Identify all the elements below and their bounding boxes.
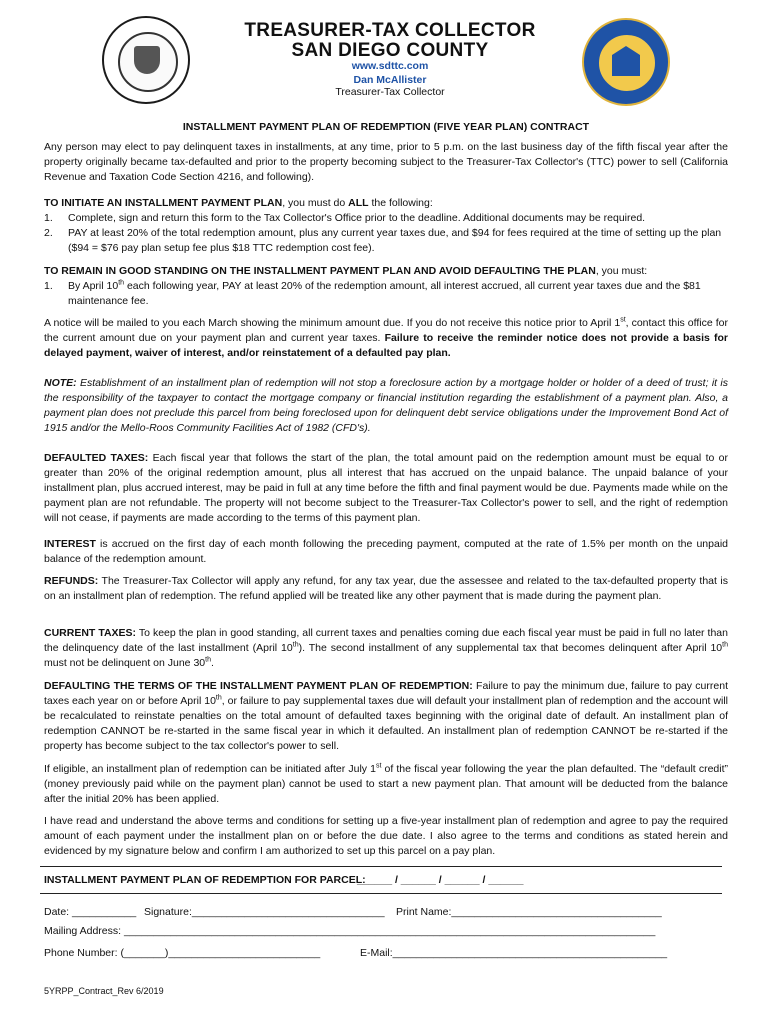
header-title-line1: TREASURER-TAX COLLECTOR (244, 20, 536, 41)
header-title-line2: SAN DIEGO COUNTY (291, 40, 489, 61)
remain-item-1 (44, 279, 728, 309)
treasurer-seal-logo (582, 18, 670, 106)
defaulted-taxes-paragraph (44, 451, 728, 526)
header-official-title: Treasurer-Tax Collector (335, 86, 445, 98)
list-number: 1. (44, 212, 53, 224)
interest-paragraph (44, 537, 728, 567)
initiate-lead-end: the following: (368, 197, 433, 209)
agreement-paragraph: I have read and understand the above terms and conditions for setting up a five-year installment plan of redemption and agree to pay the required amount of each payment under the installment plan on or before the due date. I also agree to the terms and conditions as stated herein and evidenced by my signature below and confirm I am authorized to set up this parcel on a pay plan. (44, 815, 728, 857)
current-text1: To keep the plan in good standing, all current taxes and penalties coming due each fiscal year must be paid in full no later than the delinquency date of the last installment (April 10 (44, 627, 728, 654)
current-sup1: th (292, 641, 299, 649)
initiate-lead-all: ALL (348, 197, 369, 209)
parcel-number-field[interactable]: ______ / ______ / ______ / ______ (357, 874, 524, 886)
notice-paragraph (44, 316, 728, 361)
initiate-lead-bold: TO INITIATE AN INSTALLMENT PAYMENT PLAN (44, 197, 283, 209)
current-sup3: th (205, 656, 211, 664)
contract-heading: INSTALLMENT PAYMENT PLAN OF REDEMPTION (FIVE YEAR PLAN) CONTRACT (182, 121, 590, 133)
parcel-label: INSTALLMENT PAYMENT PLAN OF REDEMPTION FOR PARCEL: (44, 874, 366, 886)
remain-lead (44, 264, 728, 279)
defaulting-text1: Failure to pay the minimum due, failure to pay current taxes each year on or before April 10 (44, 680, 728, 707)
email-field[interactable]: E-Mail:_______________________________________________ (360, 947, 668, 959)
date-field[interactable]: Date: ___________ (44, 906, 137, 918)
remain-lead-end: , you must: (595, 265, 648, 277)
intro-paragraph: Any person may elect to pay delinquent taxes in installments, at any time, prior to 5 p.m. on the last business day of the fifth fiscal year after the property originally became tax-defaulted and prior to the property becoming subject to the Treasurer-Tax Collector's (TTC) power to sell (California Revenue and Taxation Code Section 4216, and following). (44, 141, 728, 183)
print-name-field[interactable]: Print Name:____________________________________ (396, 906, 662, 918)
notice-pre: A notice will be mailed to you each March showing the minimum amount due. If you do not receive this notice prior to April 1 (44, 317, 621, 329)
header-official-name: Dan McAllister (353, 74, 427, 86)
remain-item-sup: th (118, 279, 125, 287)
remain-lead-bold: TO REMAIN IN GOOD STANDING ON THE INSTALLMENT PAYMENT PLAN AND AVOID DEFAULTING THE PLAN (44, 265, 596, 277)
initiate-item-1 (44, 211, 728, 226)
eligible-paragraph (44, 762, 728, 807)
list-text: Complete, sign and return this form to the Tax Collector's Office prior to the deadline. Additional documents may be required. (68, 212, 646, 224)
current-taxes-paragraph (44, 626, 728, 671)
mailing-address-field[interactable]: Mailing Address: ___________________________________________________________________________________________ (44, 925, 656, 937)
list-text: PAY at least 20% of the total redemption amount, plus any current year taxes due, and $94 for fees required at the time of setting up the plan ($94 = $76 pay plan setup fee plus $18 TTC redemption cost fee). (68, 227, 722, 254)
phone-number-field[interactable]: Phone Number: (_______)__________________________ (44, 947, 321, 959)
refunds-text: The Treasurer-Tax Collector will apply any refund, for any tax year, due the assessee and related to the tax-defaulted property that is on an installment plan of redemption. The refund applied will be treated like any other payment that is made during the payment plan. (44, 575, 728, 602)
notice-sup: st (620, 316, 626, 324)
signature-field[interactable]: Signature:_________________________________ (144, 906, 385, 918)
note-label: NOTE: (44, 377, 77, 389)
initiate-item-2 (44, 226, 728, 256)
defaulting-terms-paragraph (44, 679, 728, 754)
form-revision-code: 5YRPP_Contract_Rev 6/2019 (44, 986, 164, 996)
eligible-text2: of the fiscal year following the year the plan defaulted. The “default credit” (money previously paid while on the payment plan) cannot be used to start a new payment plan. That amount will be deducted from the balance after the initial 20% has been applied. (44, 763, 728, 805)
defaulting-sup1: th (215, 694, 222, 702)
remain-item-pre: By April 10 (68, 280, 119, 292)
note-text: Establishment of an installment plan of redemption will not stop a foreclosure action by a mortgage holder or holder of a deed of trust; it is the responsibility of the taxpayer to contact the mortgage company or financial institution regarding the establishment of a payment plan. Also, a payment plan does not preclude this parcel from being foreclosed upon for delinquent debt service obligations under the Improvement Bond Act of 1915 and/or the Mello-Roos Community Facilities Act of 1982 (CFD's). (44, 377, 728, 434)
interest-text: is accrued on the first day of each month following the preceding payment, computed at the rate of 1.5% per month on the unpaid balance of the redemption amount. (44, 538, 728, 565)
notice-bold: Failure to receive the reminder notice does not provide a basis for delayed payment, waiver of interest, and/or reinstatement of a defaulted pay plan. (44, 332, 728, 359)
list-number: 1. (44, 280, 53, 292)
current-text4: . (210, 657, 214, 669)
remain-item-post: each following year, PAY at least 20% of the redemption amount, all interest accrued, all current year taxes due and the $81 maintenance fee. (68, 280, 701, 307)
list-number: 2. (44, 227, 53, 239)
defaulted-label: DEFAULTED TAXES: (44, 452, 149, 464)
interest-label: INTEREST (44, 538, 96, 550)
divider-bottom (40, 893, 722, 894)
eligible-text1: If eligible, an installment plan of redemption can be initiated after July 1 (44, 763, 376, 775)
divider-top (40, 866, 722, 867)
defaulting-label: DEFAULTING THE TERMS OF THE INSTALLMENT PAYMENT PLAN OF REDEMPTION: (44, 680, 473, 692)
defaulting-text2: , or failure to pay supplemental taxes due will default your installment plan of redemption and the account will be recalculated to reinstate penalties on the total amount of defaulted taxes beginning with the original date of default. An installment plan of redemption CANNOT be re-started in the same fiscal year in which it defaulted. An installment plan of redemption CANNOT be re-started if the property has become subject to the tax collector's power to sell. (44, 695, 729, 752)
refunds-label: REFUNDS: (44, 575, 99, 587)
current-sup2: th (722, 641, 728, 649)
county-seal-logo (102, 16, 190, 104)
refunds-paragraph (44, 574, 728, 604)
initiate-lead-mid: , you must do (282, 197, 349, 209)
eligible-sup1: st (375, 762, 382, 770)
notice-mid: , contact this office for the current amount due on your payment plan and current year taxes. (44, 317, 728, 344)
header-website[interactable]: www.sdttc.com (351, 60, 429, 72)
initiate-lead (44, 196, 728, 211)
note-paragraph (44, 376, 728, 436)
current-label: CURRENT TAXES: (44, 627, 137, 639)
current-text3: must not be delinquent on June 30 (44, 657, 206, 669)
current-text2: ). The second installment of any supplemental tax that becomes delinquent after April 10 (298, 642, 723, 654)
defaulted-text: Each fiscal year that follows the start of the plan, the total amount paid on the redemption amount must be equal to or greater than 20% of the original redemption amount, plus all interest that has accrued on the unpaid balance. The unpaid balance of your installment plan, plus accrued interest, may be paid in full at any time before the fifth and final payment would be due. Payments made while on the payment plan are not refundable. The property will not become subject to the Treasurer-Tax Collector's power to sell, and the right of redemption will not cease, if payments are made according to the terms of this payment plan. (44, 452, 728, 524)
